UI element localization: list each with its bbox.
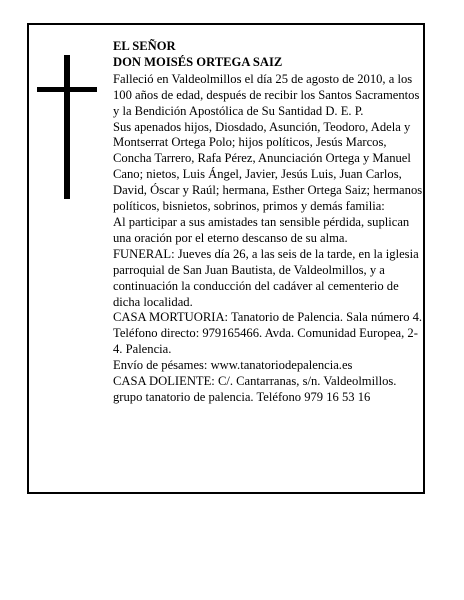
notice-text [113,39,425,406]
cross-vertical-bar [64,55,70,199]
notice-funeral-info: FUNERAL: Jueves día 26, a las seis de la tarde, en la iglesia parroquial de San Juan Bautista, de Valdeolmillos, y a continuación la conducción del cadáver al cementerio de dicha localidad. [113,246,419,309]
notice-family-home: CASA DOLIENTE: C/. Cantarranas, s/n. Valdeolmillos. [113,374,397,389]
notice-honorific: EL SEÑOR [113,39,176,53]
notice-mortuary-info: CASA MORTUORIA: Tanatorio de Palencia. Sala número 4. Teléfono directo: 979165466. Avda. Comunidad Europea, 2-4. Palencia. [113,310,423,357]
notice-condolences-web: Envío de pésames: www.tanatoriodepalencia.es [113,358,353,373]
cross-icon [37,55,97,199]
cross-horizontal-bar [37,87,97,92]
obituary-notice [27,23,425,494]
notice-death-announcement: Falleció en Valdeolmillos el día 25 de agosto de 2010, a los 100 años de edad, después de recibir los Santos Sacramentos y la Bendición Apostólica de Su Santidad D. E. P. [113,71,420,118]
notice-family-list: Sus apenados hijos, Diosdado, Asunción, Teodoro, Adela y Montserrat Ortega Polo; hijos políticos, Jesús Marcos, Concha Tarrero, Rafa Pérez, Anunciación Ortega y Manuel Cano; nietos, Luis Ángel, Javier, Jesús Luis, Juan Carlos, David, Óscar y Raúl; hermana, Esther Ortega Saiz; hermanos políticos, bisnietos, sobrinos, primos y demás familia: [113,119,423,214]
notice-funeral-home-contact: grupo tanatorio de palencia. Teléfono 979 16 53 16 [113,389,371,404]
notice-deceased-name: DON MOISÉS ORTEGA SAIZ [113,54,283,69]
notice-prayer-request: Al participar a sus amistades tan sensible pérdida, suplican una oración por el eterno descanso de su alma. [113,214,410,245]
